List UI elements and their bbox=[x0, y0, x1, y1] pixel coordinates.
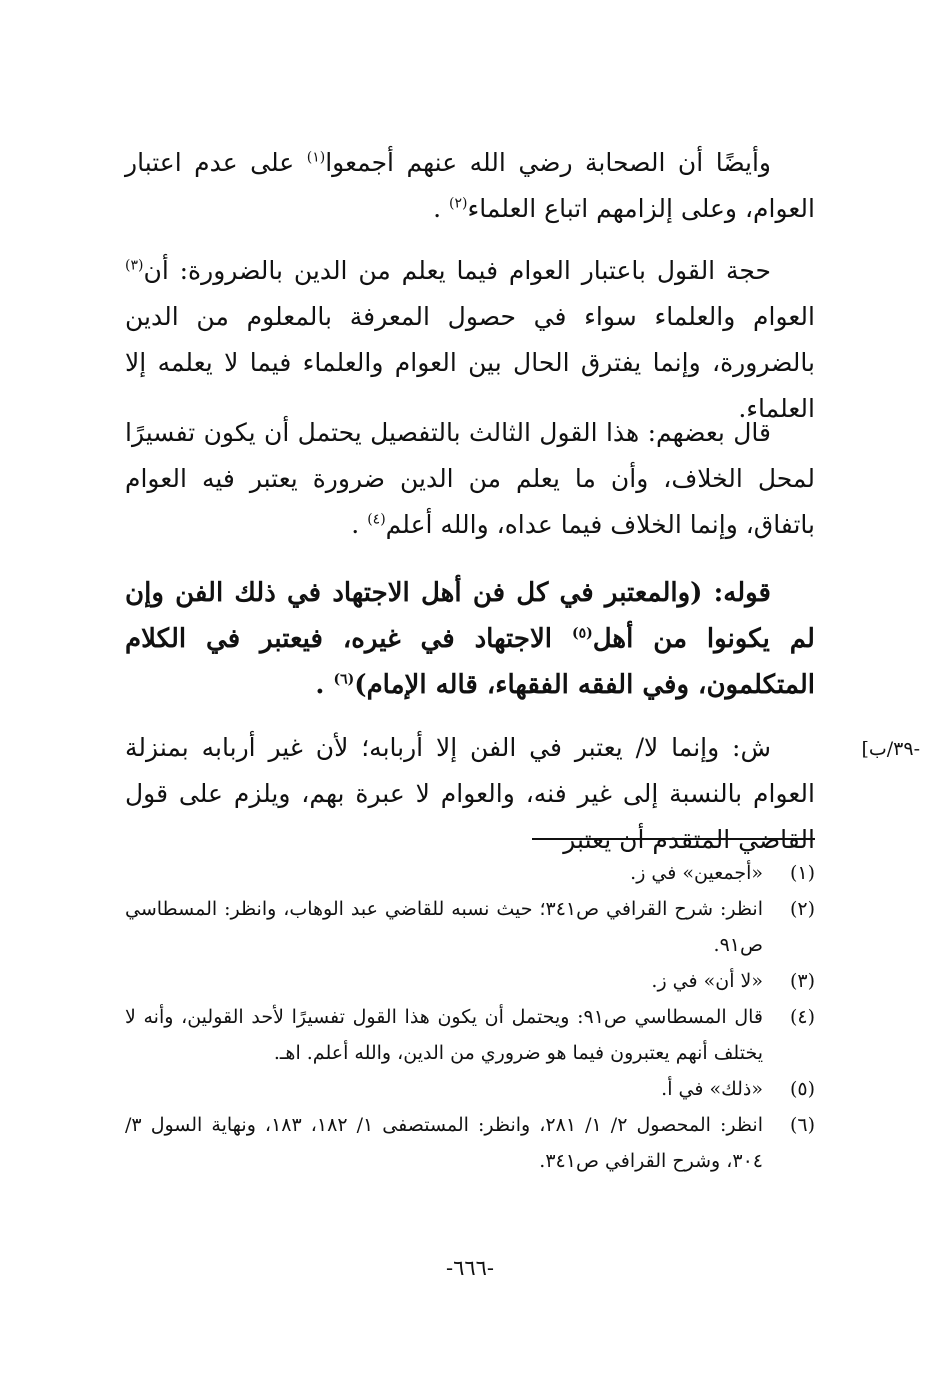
footnote-ref-4: (٤) bbox=[367, 511, 386, 528]
footnote-ref-1: (١) bbox=[306, 149, 326, 166]
p1-seg-3: . bbox=[433, 194, 450, 223]
p4-seg-1: قوله: (والمعتبر في كل فن أهل الاجتهاد في ذلك الفن وإن لم يكونوا من أهل bbox=[125, 578, 815, 654]
footnote-separator bbox=[532, 838, 815, 840]
paragraph-4-quote bbox=[125, 570, 815, 708]
footnote bbox=[125, 963, 815, 999]
footnote-text: «أجمعين» في ز. bbox=[630, 862, 763, 884]
main-text-3 bbox=[125, 410, 815, 548]
footnote-text: «لا أن» في ز. bbox=[651, 970, 763, 992]
footnote-text: قال المسطاسي ص٩١: ويحتمل أن يكون هذا القول تفسيرًا لأحد القولين، وأنه لا يختلف أنهم يعتبرون فيما هو ضروري من الدين، والله أعلم. اهـ. bbox=[125, 1006, 764, 1064]
paragraph-1 bbox=[125, 140, 815, 232]
footnote-ref-6: (٦) bbox=[333, 671, 355, 688]
paragraph-2 bbox=[125, 248, 815, 432]
p3-seg-2: . bbox=[351, 510, 368, 539]
page-number: -٦٦٦- bbox=[445, 1256, 495, 1280]
footnote bbox=[125, 1071, 815, 1107]
p2-seg-2: العوام والعلماء سواء في حصول المعرفة بالمعلوم من الدين بالضرورة، وإنما يفترق الحال بين العوام والعلماء فيما لا يعلمه إلا العلماء. bbox=[125, 302, 815, 423]
footnote-number: (١) bbox=[789, 862, 815, 884]
manuscript-folio-marker: -٣٩/ب] bbox=[861, 738, 920, 760]
p3-seg-1: قال بعضهم: هذا القول الثالث بالتفصيل يحتمل أن يكون تفسيرًا لمحل الخلاف، وأن ما يعلم من الدين ضرورة يعتبر فيه العوام باتفاق، وإنما الخلاف فيما عداه، والله أعلم bbox=[125, 418, 815, 539]
footnote bbox=[125, 891, 815, 963]
main-text bbox=[125, 140, 815, 232]
footnote-text: انظر: شرح القرافي ص٣٤١؛ حيث نسبه للقاضي عبد الوهاب، وانظر: المسطاسي ص٩١. bbox=[125, 898, 763, 956]
footnote-number: (٤) bbox=[789, 1006, 815, 1028]
main-text-2 bbox=[125, 248, 815, 432]
p1-seg-2: على عدم اعتبار العوام، وعلى إلزامهم اتباع العلماء bbox=[125, 148, 815, 223]
footnotes bbox=[125, 855, 815, 1179]
footnote bbox=[125, 1107, 815, 1179]
p4-seg-3: . bbox=[315, 670, 334, 700]
main-text-4 bbox=[125, 570, 815, 708]
paragraph-5 bbox=[125, 725, 815, 863]
footnote-number: (٦) bbox=[789, 1114, 815, 1136]
footnote bbox=[125, 855, 815, 891]
paragraph-3 bbox=[125, 410, 815, 548]
footnote-number: (٢) bbox=[789, 898, 815, 920]
p2-seg-1: حجة القول باعتبار العوام فيما يعلم من الدين بالضرورة: أن bbox=[143, 256, 771, 285]
footnote bbox=[125, 999, 815, 1071]
footnote-number: (٣) bbox=[789, 970, 815, 992]
p5-seg-1: ش: وإنما لا/ يعتبر في الفن إلا أربابه؛ لأن غير أربابه بمنزلة العوام بالنسبة إلى غير فنه، والعوام لا عبرة بهم، ويلزم على قول القاضي المتقدم أن يعتبر bbox=[125, 733, 815, 854]
footnote-text: «ذلك» في أ. bbox=[661, 1078, 763, 1100]
footnote-text: انظر: المحصول ٢/ ١/ ٢٨١، وانظر: المستصفى ١/ ١٨٢، ١٨٣، ونهاية السول ٣/ ٣٠٤، وشرح القرافي ص٣٤١. bbox=[125, 1114, 763, 1172]
footnote-ref-5: (٥) bbox=[571, 625, 593, 642]
main-text-5 bbox=[125, 725, 815, 863]
footnote-ref-3: (٣) bbox=[125, 257, 144, 274]
p1-seg-1: وأيضًا أن الصحابة رضي الله عنهم أجمعوا bbox=[325, 148, 771, 177]
footnote-ref-2: (٢) bbox=[449, 195, 468, 212]
footnote-number: (٥) bbox=[789, 1078, 815, 1100]
p4-seg-2: الاجتهاد في غيره، فيعتبر في الكلام المتكلمون، وفي الفقه الفقهاء، قاله الإمام) bbox=[125, 624, 815, 700]
